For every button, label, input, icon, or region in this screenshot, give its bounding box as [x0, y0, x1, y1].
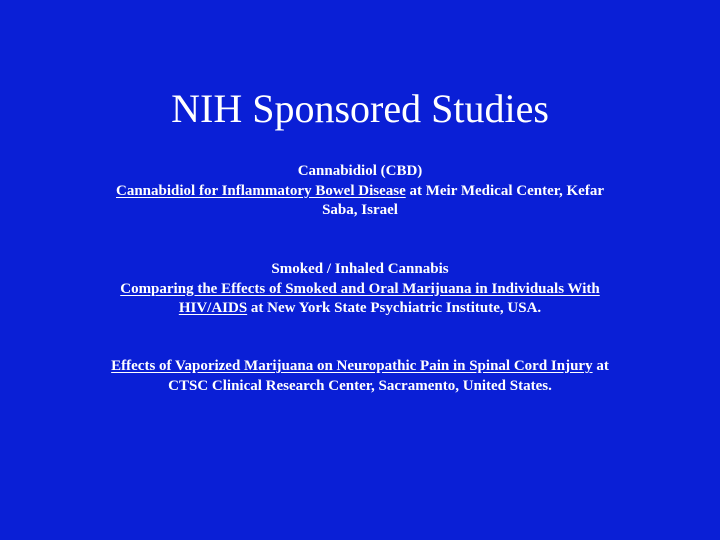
study-link-hiv[interactable]: Comparing the Effects of Smoked and Oral Marijuana in Individuals With HIV/AIDS	[120, 280, 600, 316]
study-cbd	[100, 162, 620, 221]
study-location: at CTSC Clinical Research Center, Sacramento, United States.	[168, 358, 609, 394]
study-description	[100, 182, 620, 221]
study-location: at Meir Medical Center, Kefar Saba, Israel	[322, 182, 604, 218]
study-heading: Cannabidiol (CBD)	[297, 163, 423, 179]
study-smoked	[100, 260, 620, 319]
study-location: at New York State Psychiatric Institute, USA.	[247, 300, 542, 316]
study-link-ibd[interactable]: Cannabidiol for Inflammatory Bowel Disease	[116, 182, 406, 199]
study-link-neuropathic[interactable]: Effects of Vaporized Marijuana on Neuropathic Pain in Spinal Cord Injury	[111, 358, 593, 374]
study-description	[100, 357, 620, 396]
study-heading: Smoked / Inhaled Cannabis	[271, 261, 449, 277]
study-description	[100, 280, 620, 319]
slide-title: NIH Sponsored Studies	[171, 86, 549, 131]
study-vaporized	[100, 357, 620, 396]
